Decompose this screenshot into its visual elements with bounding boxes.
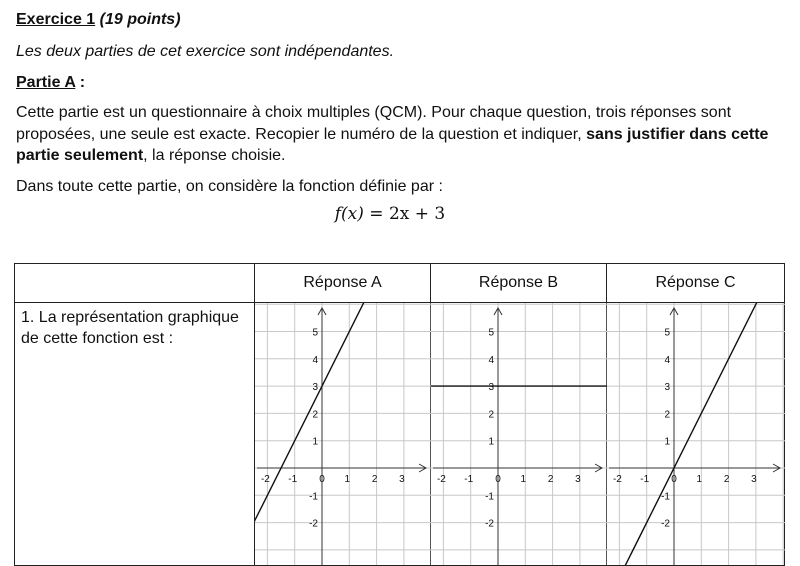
- y-tick-label: 5: [488, 327, 494, 339]
- x-tick-label: 2: [547, 474, 554, 485]
- question-cell: [15, 303, 255, 566]
- y-tick-label: 2: [664, 409, 670, 421]
- reponse-a-graph: [255, 303, 431, 565]
- header-reponse-b: Réponse B: [431, 264, 607, 303]
- reponse-a-cell: [255, 303, 431, 566]
- y-tick-label: 1: [664, 436, 670, 448]
- y-tick-label: -1: [485, 491, 494, 503]
- y-tick-label: -1: [661, 491, 670, 503]
- x-tick-label: -1: [464, 474, 474, 485]
- reponse-b-cell: [431, 303, 607, 566]
- y-tick-label: 5: [312, 327, 318, 339]
- header-row: [15, 264, 785, 303]
- x-tick-label: 2: [723, 474, 730, 485]
- y-tick-label: 2: [312, 409, 318, 421]
- reponse-c-graph: [607, 303, 785, 565]
- grid: [431, 303, 607, 565]
- y-tick-label: 4: [488, 354, 494, 366]
- y-tick-label: -2: [309, 518, 318, 530]
- function-formula: f(x) = 2x + 3: [334, 204, 446, 224]
- reponse-b-graph: [431, 303, 607, 565]
- x-tick-label: 0: [495, 474, 501, 485]
- x-tick-label: 3: [751, 474, 757, 485]
- x-tick-label: 1: [344, 474, 351, 485]
- function-line: [607, 303, 785, 565]
- y-tick-label: 3: [664, 382, 670, 394]
- question-row: [15, 303, 785, 566]
- y-tick-label: 4: [664, 354, 670, 366]
- x-tick-label: -2: [612, 474, 622, 485]
- x-tick-label: 1: [520, 474, 527, 485]
- exercise-title: Exercice 1 (19 points): [16, 11, 181, 28]
- y-tick-label: -2: [661, 518, 670, 530]
- question-text: 1. La représentation graphique de cette fonction est :: [21, 309, 239, 347]
- x-tick-label: 0: [319, 474, 325, 485]
- header-reponse-c: Réponse C: [607, 264, 785, 303]
- x-tick-label: 3: [575, 474, 581, 485]
- x-tick-label: -1: [288, 474, 298, 485]
- function-line: [255, 303, 431, 565]
- y-tick-label: -1: [309, 491, 318, 503]
- x-tick-label: 1: [696, 474, 703, 485]
- grid: [607, 303, 785, 565]
- reponse-c-cell: [607, 303, 785, 566]
- part-heading: Partie A :: [16, 74, 86, 91]
- x-tick-label: -1: [640, 474, 650, 485]
- header-reponse-a: Réponse A: [255, 264, 431, 303]
- x-tick-label: -2: [436, 474, 446, 485]
- x-tick-label: 0: [671, 474, 677, 485]
- y-tick-label: 3: [488, 382, 494, 394]
- grid: [255, 303, 431, 565]
- exercise-subtitle: Les deux parties de cet exercice sont indépendantes.: [16, 43, 395, 60]
- y-tick-label: -2: [485, 518, 494, 530]
- x-tick-label: -2: [260, 474, 270, 485]
- intro-paragraph: Cette partie est un questionnaire à choix multiples (QCM). Pour chaque question, trois réponses sont proposées, une seule est exacte. Recopier le numéro de la question et indiquer, sans justifier dans cette partie seulement, la réponse choisie.: [16, 104, 769, 164]
- y-tick-label: 5: [664, 327, 670, 339]
- x-tick-label: 3: [399, 474, 405, 485]
- y-tick-label: 3: [312, 382, 318, 394]
- x-tick-label: 2: [371, 474, 378, 485]
- y-tick-label: 1: [488, 436, 494, 448]
- y-tick-label: 1: [312, 436, 318, 448]
- function-intro: Dans toute cette partie, on considère la fonction définie par :: [16, 178, 443, 195]
- y-tick-label: 2: [488, 409, 494, 421]
- qcm-table: [14, 263, 785, 566]
- y-tick-label: 4: [312, 354, 318, 366]
- header-empty: [15, 264, 255, 303]
